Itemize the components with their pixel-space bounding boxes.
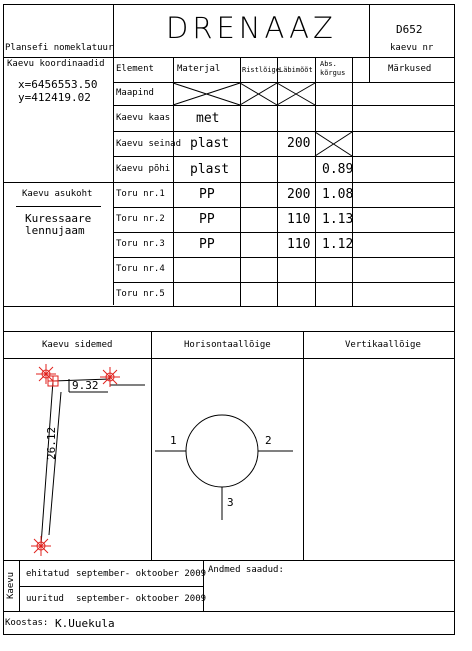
col-header-material: Materjal xyxy=(177,64,221,74)
row-material: PP xyxy=(199,212,215,227)
author-label: Koostas: xyxy=(5,618,49,628)
row-elevation: 1.12 xyxy=(322,237,354,252)
row-element: Toru nr.2 xyxy=(116,214,165,224)
location-label: Kaevu asukoht xyxy=(22,189,93,199)
col-header-abs: Abs. xyxy=(320,60,337,68)
built-label: ehitatud xyxy=(26,569,70,579)
col-header-notes: Märkused xyxy=(388,64,432,74)
pipe-number-2: 2 xyxy=(265,434,272,447)
data-from-label: Andmed saadud: xyxy=(208,565,284,575)
location-name-1: Kuressaare xyxy=(25,212,92,225)
row-material: plast xyxy=(190,136,230,151)
row-material: met xyxy=(196,111,220,126)
pipe-number-1: 1 xyxy=(170,434,177,447)
well-id-label: kaevu nr xyxy=(390,43,434,53)
row-element: Toru nr.3 xyxy=(116,239,165,249)
row-elevation: 1.13 xyxy=(322,212,354,227)
row-element: Toru nr.1 xyxy=(116,189,165,199)
built-value: september- oktoober 2009 xyxy=(76,569,207,579)
pipe-number-3: 3 xyxy=(227,496,234,509)
row-material: plast xyxy=(190,162,230,177)
location-name-2: lennujaam xyxy=(25,224,85,237)
coords-label: Kaevu koordinaadid xyxy=(7,59,105,69)
footer-side-label: Kaevu xyxy=(6,571,16,599)
well-id: D652 xyxy=(396,23,423,36)
row-material: PP xyxy=(199,187,215,202)
surveyed-label: uuritud xyxy=(26,594,64,604)
row-elevation: 0.89 xyxy=(322,162,354,177)
row-element: Kaevu seinad xyxy=(116,139,182,149)
row-diameter: 200 xyxy=(287,136,311,151)
coord-y: y=412419.02 xyxy=(18,91,91,104)
row-element: Kaevu põhi xyxy=(116,164,171,174)
nomenclature-label: Plansefi nomeklatuur xyxy=(5,43,114,53)
row-element: Maapind xyxy=(116,88,154,98)
author-name: K.Uuekula xyxy=(55,617,115,630)
row-diameter: 110 xyxy=(287,212,311,227)
col-header-elevation: kõrgus xyxy=(320,69,346,77)
row-element: Kaevu kaas xyxy=(116,113,171,123)
row-element: Toru nr.4 xyxy=(116,264,165,274)
row-diameter: 200 xyxy=(287,187,311,202)
col-header-element: Element xyxy=(116,64,154,74)
row-element: Toru nr.5 xyxy=(116,289,165,299)
vertical-section-label: Vertikaallõige xyxy=(345,340,421,350)
dimension-short: 9.32 xyxy=(72,379,99,392)
col-header-section: Ristlõige xyxy=(242,66,280,74)
horizontal-section-label: Horisontaallõige xyxy=(184,340,271,350)
row-material: PP xyxy=(199,237,215,252)
coord-x: x=6456553.50 xyxy=(18,78,98,91)
surveyed-value: september- oktoober 2009 xyxy=(76,594,207,604)
connections-label: Kaevu sidemed xyxy=(42,340,113,350)
row-elevation: 1.08 xyxy=(322,187,354,202)
row-diameter: 110 xyxy=(287,237,311,252)
col-header-diameter: Läbimõõt xyxy=(279,66,313,74)
dimension-long: 26.12 xyxy=(45,426,58,460)
drawing-title: DRENAAZ xyxy=(166,11,337,45)
